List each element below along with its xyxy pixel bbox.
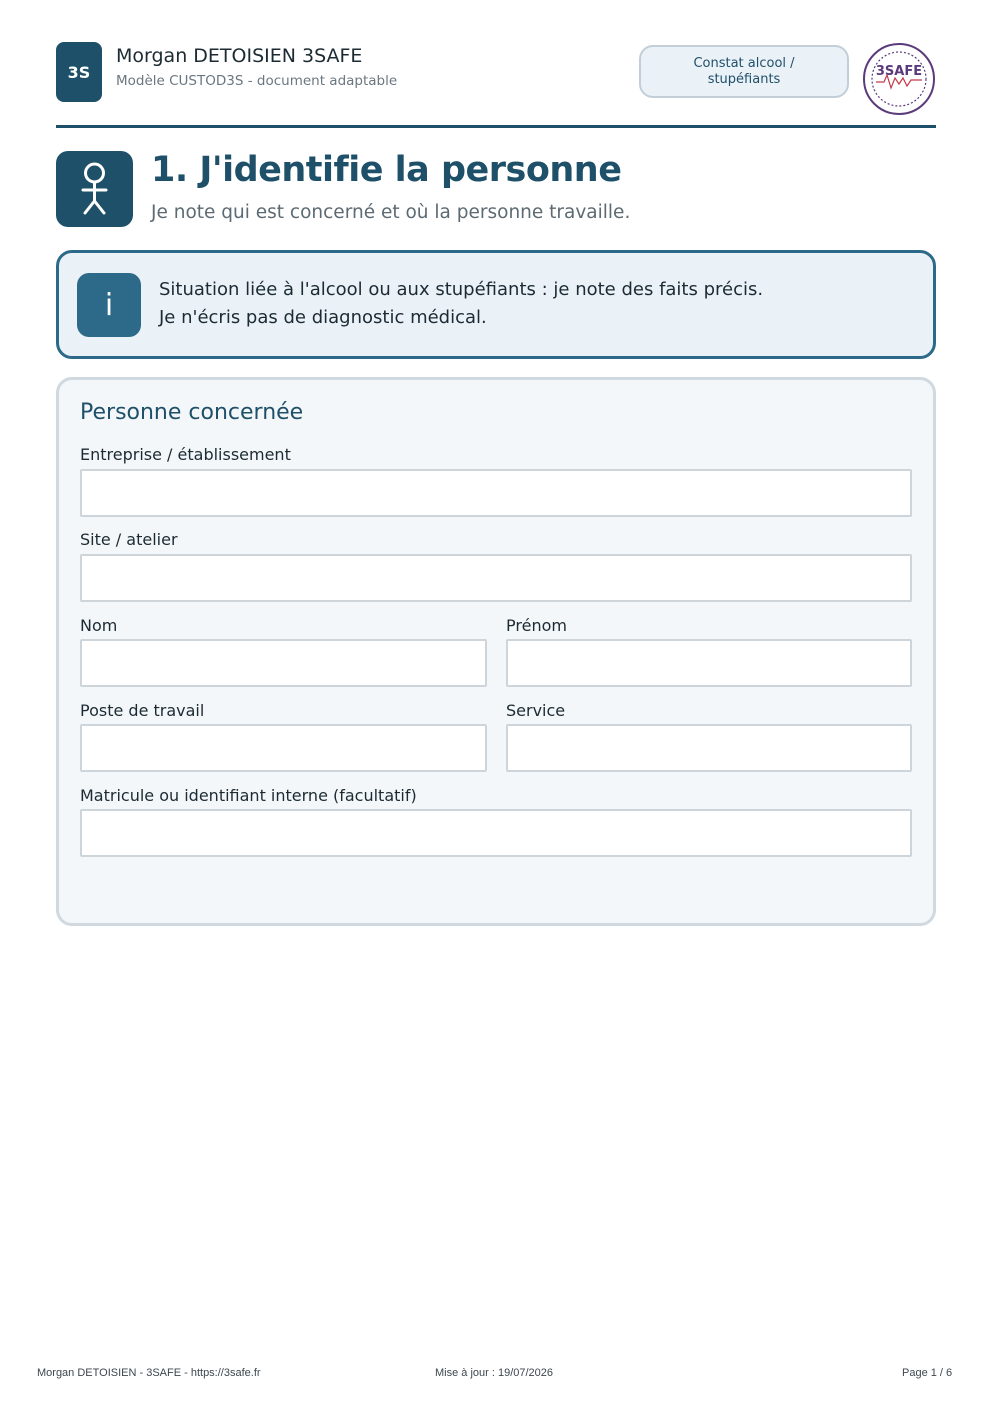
header-divider <box>56 125 936 128</box>
section-title: 1. J'identifie la personne <box>151 150 622 190</box>
site-label: Site / atelier <box>80 530 178 549</box>
prenom-field[interactable] <box>506 639 912 687</box>
form-title: Personne concernée <box>80 400 304 425</box>
footer-author: Morgan DETOISIEN - 3SAFE - https://3safe.fr <box>37 1367 261 1379</box>
document-type-badge <box>639 45 849 98</box>
person-icon <box>56 151 133 227</box>
info-icon: i <box>77 273 141 337</box>
nom-field[interactable] <box>80 639 487 687</box>
brand-name: Morgan DETOISIEN 3SAFE <box>116 45 363 67</box>
poste-label: Poste de travail <box>80 701 205 720</box>
service-field[interactable] <box>506 724 912 772</box>
person-form-card <box>56 377 936 926</box>
service-label: Service <box>506 701 566 720</box>
info-text-line-2: Je n'écris pas de diagnostic médical. <box>159 307 487 328</box>
footer-page-number: Page 1 / 6 <box>902 1367 953 1379</box>
brand-subtitle: Modèle CUSTOD3S - document adaptable <box>116 73 398 89</box>
info-callout <box>56 250 936 359</box>
badge-line-2: stupéfiants <box>707 71 781 87</box>
badge-line-1: Constat alcool / <box>693 55 795 71</box>
site-field[interactable] <box>80 554 912 602</box>
info-text-line-1: Situation liée à l'alcool ou aux stupéfiants : je note des faits précis. <box>159 279 764 300</box>
poste-field[interactable] <box>80 724 487 772</box>
matricule-label: Matricule ou identifiant interne (facultatif) <box>80 786 417 805</box>
stamp-text: 3SAFE <box>875 64 923 79</box>
section-subtitle: Je note qui est concerné et où la personne travaille. <box>151 202 631 223</box>
footer-update-date: Mise à jour : 19/07/2026 <box>435 1367 554 1379</box>
matricule-field[interactable] <box>80 809 912 857</box>
brand-logo: 3S <box>56 42 102 102</box>
entreprise-field[interactable] <box>80 469 912 517</box>
prenom-label: Prénom <box>506 616 567 635</box>
nom-label: Nom <box>80 616 118 635</box>
document-header <box>56 42 936 104</box>
stamp-seal-icon <box>862 42 936 116</box>
entreprise-label: Entreprise / établissement <box>80 445 291 464</box>
